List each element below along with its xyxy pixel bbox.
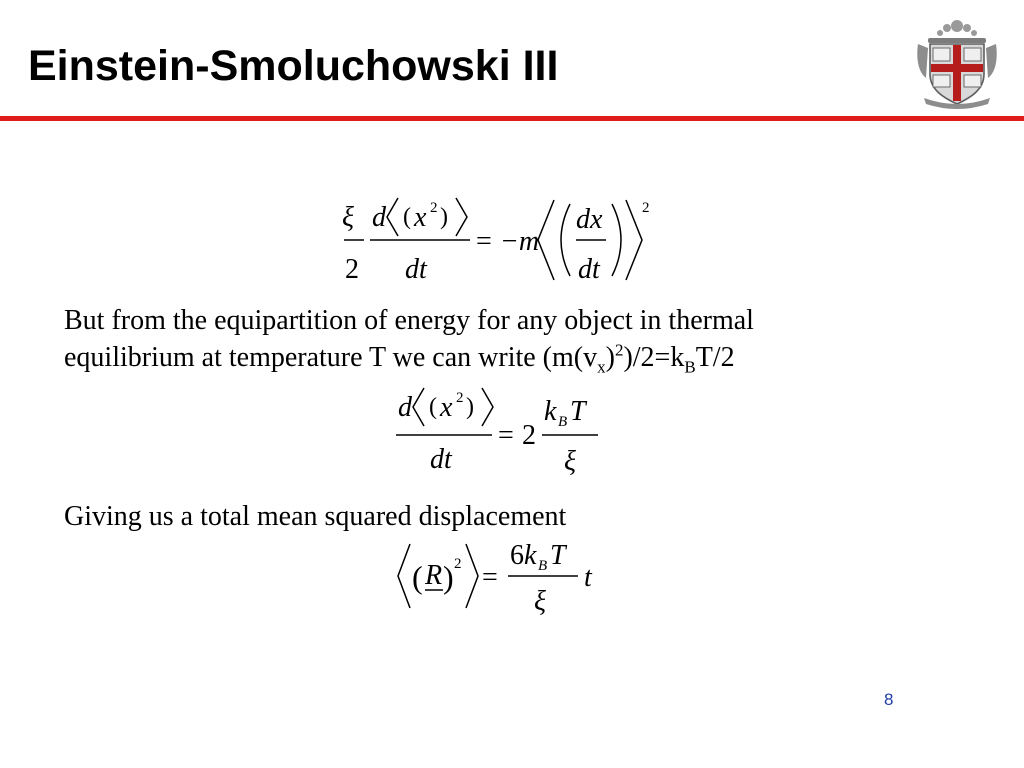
boltzmann-subscript-b: B bbox=[538, 558, 548, 574]
right-angle-bracket bbox=[482, 388, 493, 426]
equipartition-paragraph bbox=[64, 302, 754, 376]
open-paren: ( bbox=[429, 394, 437, 420]
close-paren: ) bbox=[605, 342, 615, 373]
left-angle-bracket bbox=[387, 198, 398, 236]
paragraph-line-1: But from the equipartition of energy for any object in thermal bbox=[64, 305, 754, 336]
boltzmann-k: k bbox=[524, 540, 537, 571]
boltzmann-k: k bbox=[544, 396, 557, 427]
coefficient-two: 2 bbox=[522, 420, 536, 451]
close-paren: ) bbox=[443, 559, 454, 595]
right-angle-bracket bbox=[456, 198, 467, 236]
equation-momentum-balance bbox=[330, 192, 680, 292]
right-angle-bracket bbox=[466, 544, 478, 608]
exponent-two: 2 bbox=[454, 556, 462, 572]
left-angle-bracket bbox=[538, 200, 554, 280]
xi-symbol: ξ bbox=[564, 446, 576, 477]
xi-symbol: ξ bbox=[534, 586, 546, 617]
subscript-b: B bbox=[684, 357, 696, 377]
differential-dx: dx bbox=[576, 204, 603, 235]
subscript-x: x bbox=[597, 357, 606, 377]
open-paren: ( bbox=[412, 559, 423, 595]
denominator-two: 2 bbox=[345, 254, 359, 285]
outer-exponent-two: 2 bbox=[642, 200, 650, 216]
differential-d: d bbox=[372, 202, 386, 233]
coefficient-six: 6 bbox=[510, 540, 524, 571]
temperature-t: T bbox=[570, 396, 586, 427]
right-paren bbox=[612, 204, 621, 276]
equation-total-msd bbox=[394, 536, 606, 628]
equals-sign: = bbox=[482, 562, 498, 593]
displacement-paragraph: Giving us a total mean squared displacement bbox=[64, 501, 567, 532]
differential-dt: dt bbox=[405, 254, 427, 285]
superscript-two: 2 bbox=[614, 340, 624, 360]
boltzmann-subscript-b: B bbox=[558, 414, 568, 430]
page-number: 8 bbox=[884, 690, 894, 709]
title-divider bbox=[0, 116, 1024, 121]
slide-title: Einstein-Smoluchowski III bbox=[28, 42, 559, 90]
equals-sign: = bbox=[498, 420, 514, 451]
differential-dt: dt bbox=[430, 444, 452, 475]
paragraph-line-2-start: equilibrium at temperature T we can write (m(v bbox=[64, 342, 598, 373]
open-paren: ( bbox=[403, 204, 411, 230]
equals-sign: = bbox=[476, 226, 492, 257]
vector-r: R bbox=[425, 560, 443, 591]
left-angle-bracket bbox=[398, 544, 410, 608]
university-seal-logo bbox=[914, 14, 1000, 110]
differential-dt: dt bbox=[578, 254, 600, 285]
left-angle-bracket bbox=[413, 388, 424, 426]
close-paren: ) bbox=[466, 394, 474, 420]
exponent-two: 2 bbox=[456, 390, 464, 406]
xi-symbol: ξ bbox=[342, 202, 354, 233]
left-paren bbox=[561, 204, 570, 276]
variable-x: x bbox=[414, 202, 427, 233]
temperature-t: T bbox=[550, 540, 566, 571]
differential-d: d bbox=[398, 392, 412, 423]
right-angle-bracket bbox=[626, 200, 642, 280]
minus-mass: −m bbox=[500, 226, 540, 257]
time-t: t bbox=[584, 562, 592, 593]
close-paren: ) bbox=[440, 204, 448, 230]
equation-msd-rate bbox=[392, 382, 612, 482]
paragraph-line-2-mid: )/2=k bbox=[623, 342, 685, 373]
variable-x: x bbox=[440, 392, 453, 423]
paragraph-line-2-end: T/2 bbox=[695, 342, 735, 373]
exponent-two: 2 bbox=[430, 200, 438, 216]
